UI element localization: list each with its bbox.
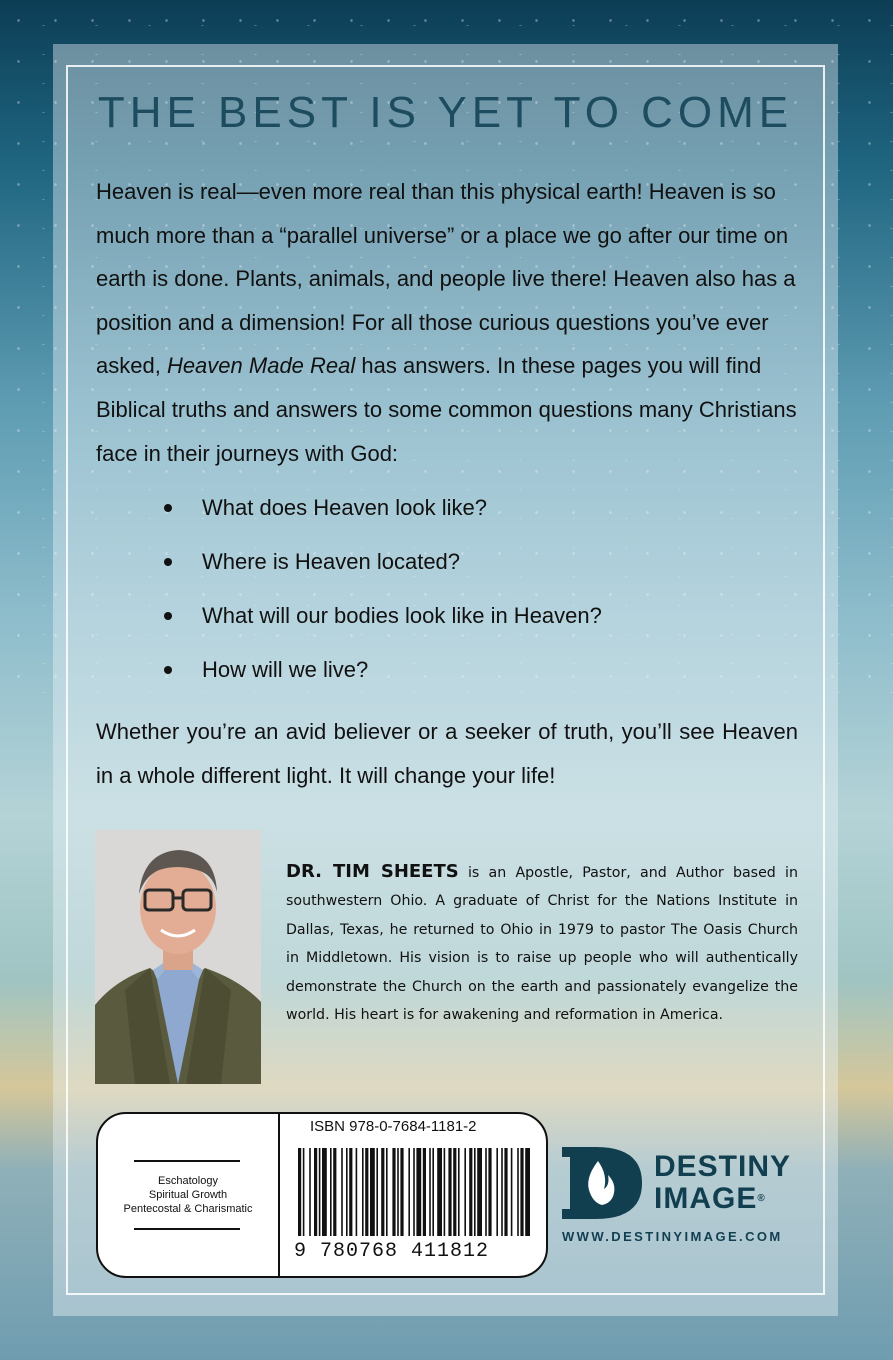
question-list — [96, 486, 796, 702]
list-item: What will our bodies look like in Heaven? — [96, 594, 796, 648]
intro-paragraph — [96, 170, 798, 475]
publisher-url: WWW.DESTINYIMAGE.COM — [562, 1229, 783, 1244]
bullet-icon — [164, 504, 172, 512]
author-name: DR. TIM SHEETS — [286, 861, 459, 882]
category-rule-top — [134, 1160, 240, 1162]
destiny-image-d-icon — [562, 1145, 644, 1221]
barcode-image — [294, 1148, 534, 1240]
isbn-text: ISBN 978-0-7684-1181-2 — [310, 1118, 477, 1135]
barcode-number: 9 780768 411812 — [294, 1240, 490, 1263]
publisher-logo — [562, 1145, 802, 1255]
bio-text: is an Apostle, Pastor, and Author based in southwestern Ohio. A graduate of Christ for the Nations Institute in Dallas, Texas, he returned to Ohio in 1979 to pastor The Oasis Church in Middletown. His vision is to raise up people who will authentically demonstrate the Church on the earth and passionately evangelize the world. His heart is for awakening and reformation in America. — [286, 865, 798, 1024]
author-photo — [95, 830, 261, 1084]
barcode-box — [96, 1112, 548, 1278]
intro-text-1: Heaven is real—even more real than this physical earth! Heaven is so much more than a “parallel universe” or a place we go after our time on earth is done. Plants, animals, and people live there! Heaven also has a position and a dimension! For all those curious questions you’ve ever asked, — [96, 179, 796, 379]
category-rule-bottom — [134, 1228, 240, 1230]
intro-text-2: has answers. In these pages you will find Biblical truths and answers to some common questions many Christians face in their journeys with God: — [96, 353, 797, 466]
bullet-icon — [164, 612, 172, 620]
list-item: What does Heaven look like? — [96, 486, 796, 540]
publisher-name: DESTINY IMAGE® — [654, 1150, 792, 1215]
headline: THE BEST IS YET TO COME — [97, 88, 794, 137]
list-item: How will we live? — [96, 648, 796, 702]
author-bio — [286, 858, 798, 1029]
closing-paragraph: Whether you’re an avid believer or a seeker of truth, you’ll see Heaven in a whole different light. It will change your life! — [96, 719, 798, 788]
book-title: Heaven Made Real — [166, 353, 356, 379]
list-item: Where is Heaven located? — [96, 540, 796, 594]
category-list: Eschatology Spiritual Growth Pentecostal & Charismatic — [123, 1175, 253, 1215]
barcode-divider — [278, 1114, 280, 1276]
bullet-icon — [164, 558, 172, 566]
bullet-icon — [164, 666, 172, 674]
